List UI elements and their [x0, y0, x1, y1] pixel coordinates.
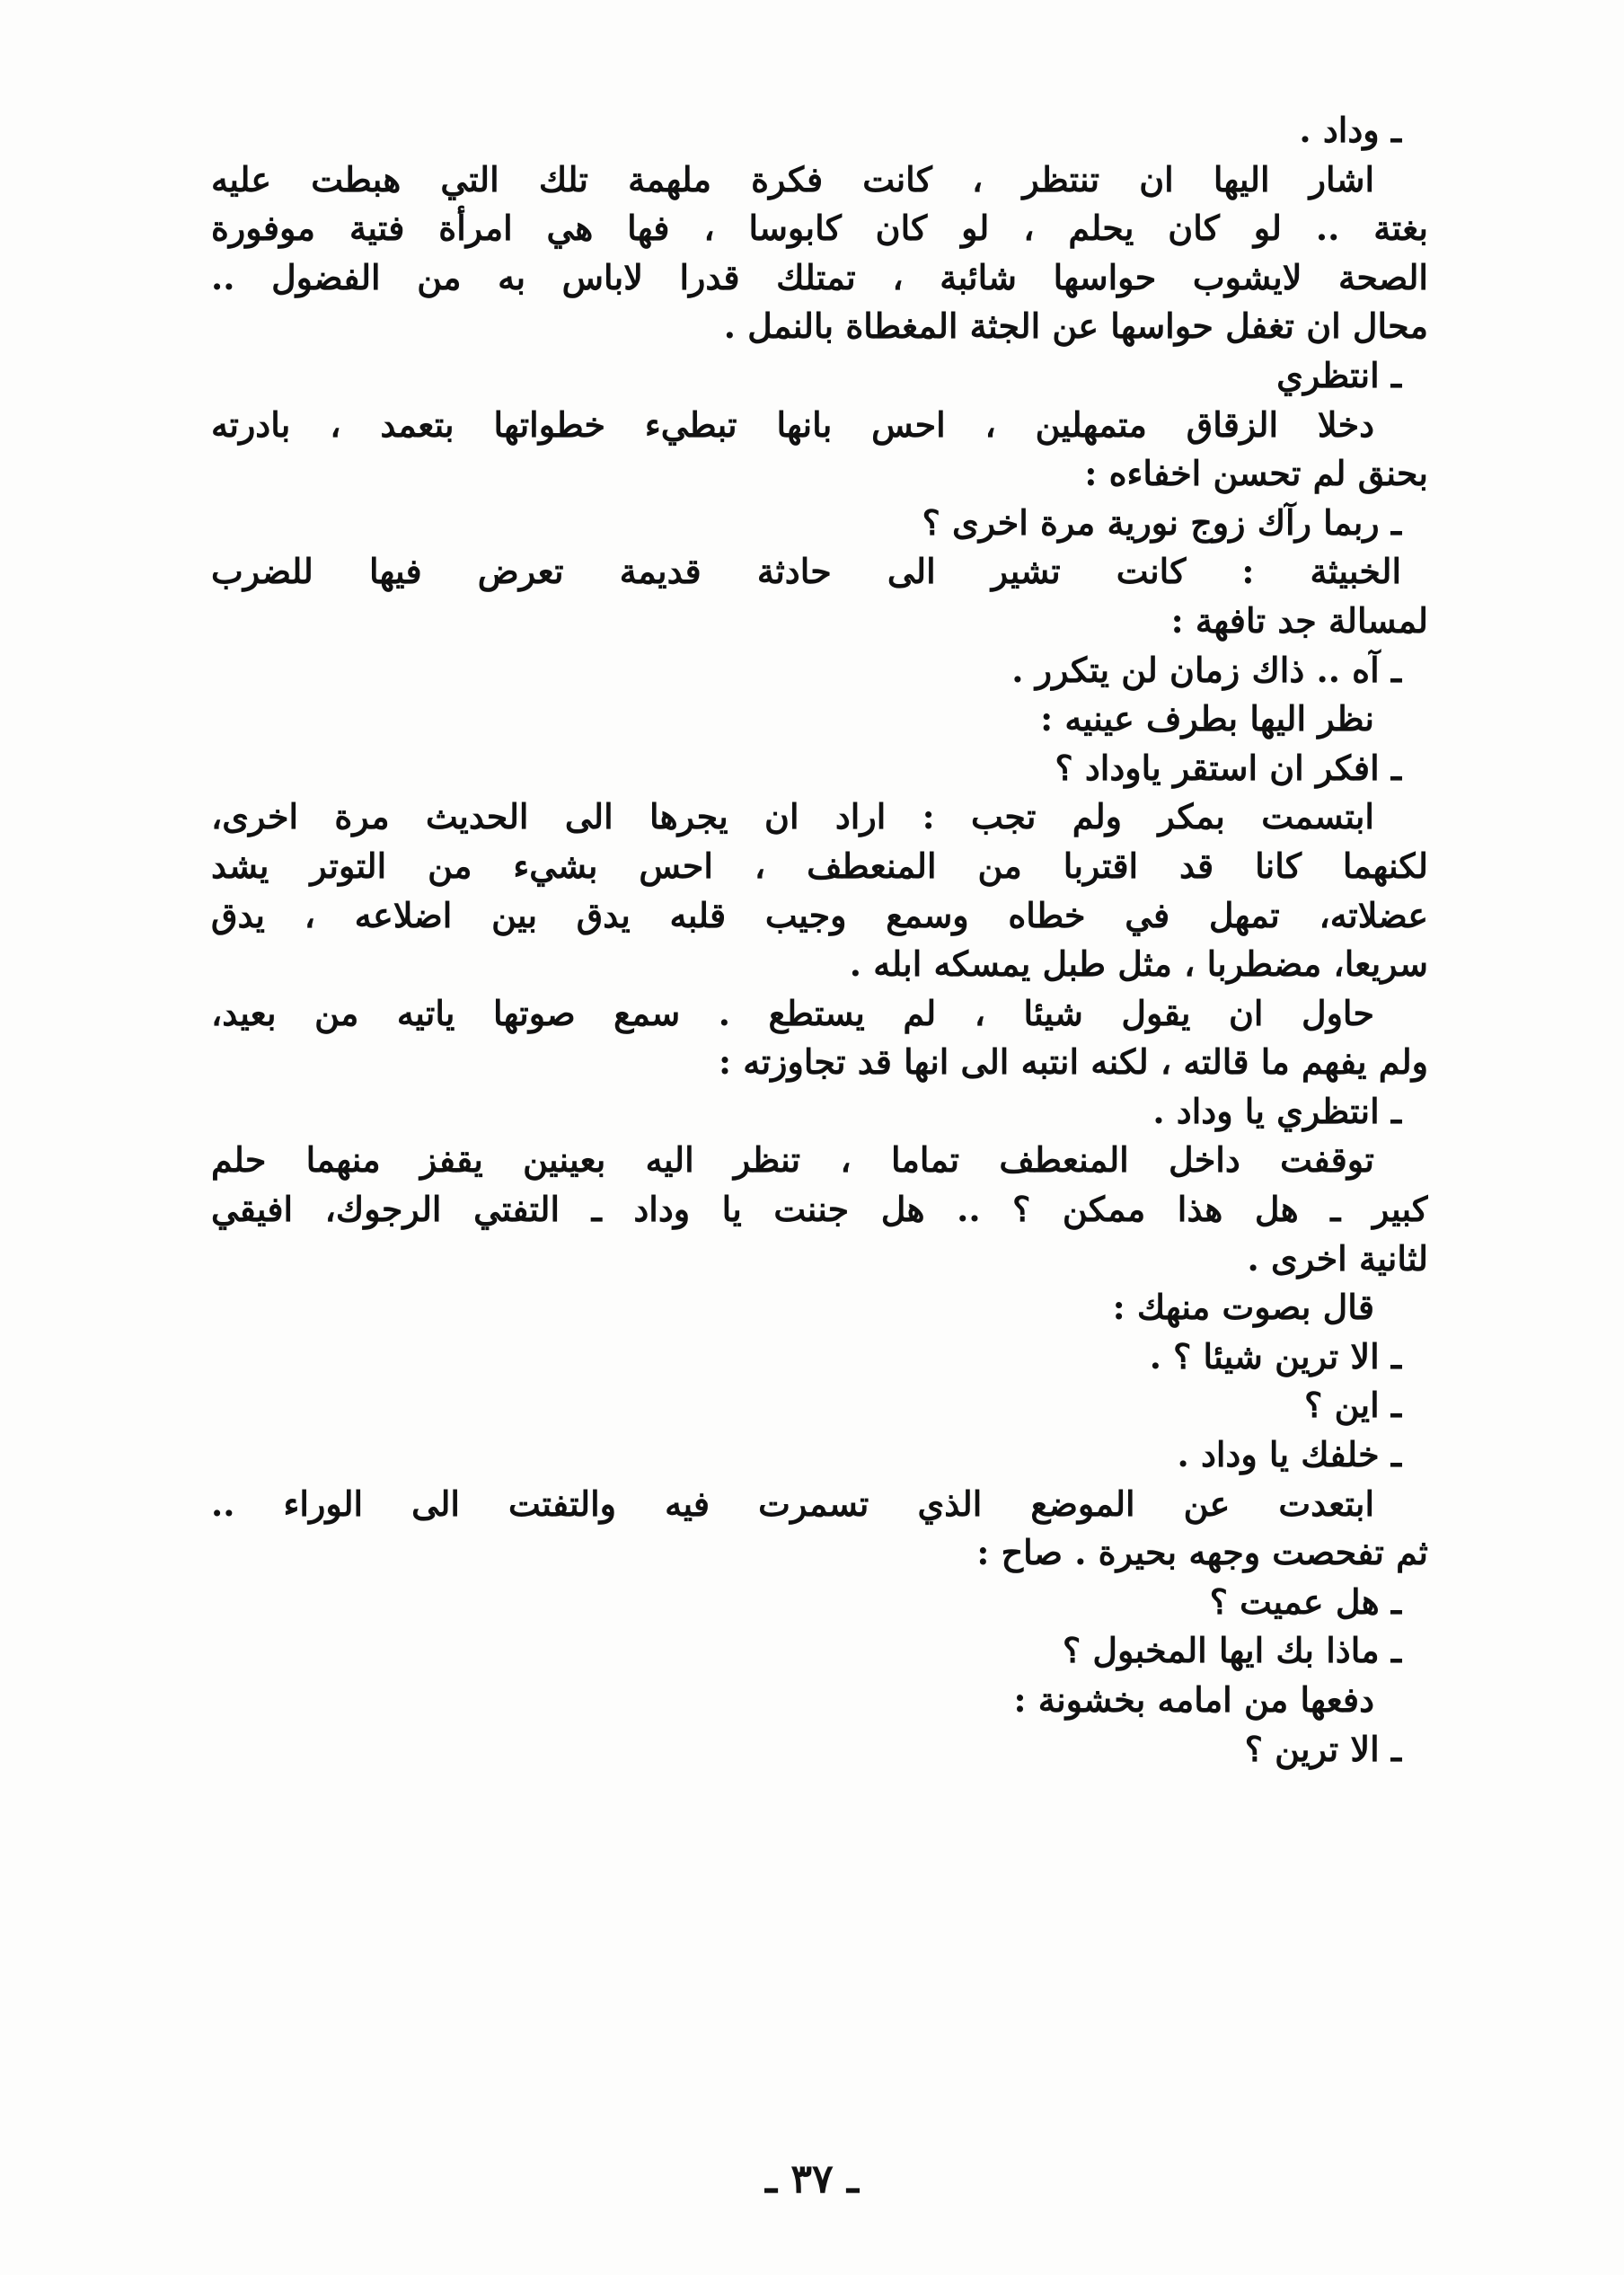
page-number: ـ ٣٧ ـ — [765, 2156, 859, 2202]
text-line: الخبيثة : كانت تشير الى حادثة قديمة تعرض فيها للضرب — [211, 551, 1401, 592]
text-line: لمسالة جد تافهة : — [1170, 599, 1428, 641]
text-line: ـ خلفك يا وداد . — [1177, 1434, 1401, 1475]
text-line: ـ افكر ان استقر ياوداد ؟ — [1055, 747, 1401, 788]
text-line: ـ الا ترين ؟ — [1244, 1728, 1401, 1769]
text-line: ابتسمت بمكر ولم تجب : اراد ان يجرها الى الحديث مرة اخرى، — [211, 796, 1374, 837]
text-line: ثم تفحصت وجهه بحيرة . صاح : — [976, 1532, 1428, 1573]
text-line: لثانية اخرى . — [1247, 1237, 1428, 1279]
text-line: محال ان تغفل حواسها عن الجثة المغطاة بالنمل . — [723, 305, 1428, 347]
text-line: ولم يفهم ما قالته ، لكنه انتبه الى انها قد تجاوزته : — [718, 1041, 1428, 1083]
text-line: دخلا الزقاق متمهلين ، احس بانها تبطيء خطواتها بتعمد ، بادرته — [211, 403, 1374, 445]
text-line: دفعها من امامه بخشونة : — [1013, 1679, 1374, 1720]
text-line: لكنهما كانا قد اقتربا من المنعطف ، احس بشيء من التوتر يشد — [211, 845, 1428, 886]
text-line: كبير ـ هل هذا ممكن ؟ .. هل جننت يا وداد ـ التفتي الرجوك، افيقي — [211, 1189, 1428, 1230]
text-line: ـ انتظري يا وداد . — [1152, 1090, 1401, 1131]
text-line: ـ الا ترين شيئا ؟ . — [1149, 1335, 1401, 1377]
text-line: ـ آه .. ذاك زمان لن يتكرر . — [1011, 649, 1401, 690]
text-line: بحنق لم تحسن اخفاءه : — [1084, 453, 1428, 494]
text-line: قال بصوت منهك : — [1112, 1287, 1374, 1328]
text-line: نظر اليها بطرف عينيه : — [1040, 698, 1374, 739]
text-line: الصحة لايشوب حواسها شائبة ، تمتلك قدرا لاباس به من الفضول .. — [211, 256, 1428, 297]
text-line: عضلاته، تمهل في خطاه وسمع وجيب قلبه يدق بين اضلاعه ، يدق — [211, 894, 1428, 935]
text-line: ـ انتظري — [1276, 354, 1401, 395]
text-line: حاول ان يقول شيئا ، لم يستطع . سمع صوتها ياتيه من بعيد، — [211, 992, 1374, 1033]
text-line: ـ ربما رآك زوج نورية مرة اخرى ؟ — [922, 501, 1401, 543]
text-line: ـ اين ؟ — [1304, 1385, 1401, 1426]
text-line: ـ ماذا بك ايها المخبول ؟ — [1062, 1630, 1401, 1671]
text-line: بغتة .. لو كان يحلم ، لو كان كابوسا ، فها هي امرأة فتية موفورة — [211, 208, 1428, 249]
text-line: ابتعدت عن الموضع الذي تسمرت فيه والتفتت الى الوراء .. — [211, 1483, 1374, 1524]
text-line: توقفت داخل المنعطف تماما ، تنظر اليه بعينين يقفز منهما حلم — [211, 1139, 1374, 1181]
text-line: ـ وداد . — [1299, 110, 1401, 150]
text-line: اشار اليها ان تنتظر ، كانت فكرة ملهمة تلك التي هبطت عليه — [211, 158, 1374, 199]
page-body-text — [211, 106, 1428, 1774]
text-line: ـ هل عميت ؟ — [1209, 1580, 1401, 1622]
text-line: سريعا، مضطربا ، مثل طبل يمسكه ابله . — [849, 943, 1428, 985]
